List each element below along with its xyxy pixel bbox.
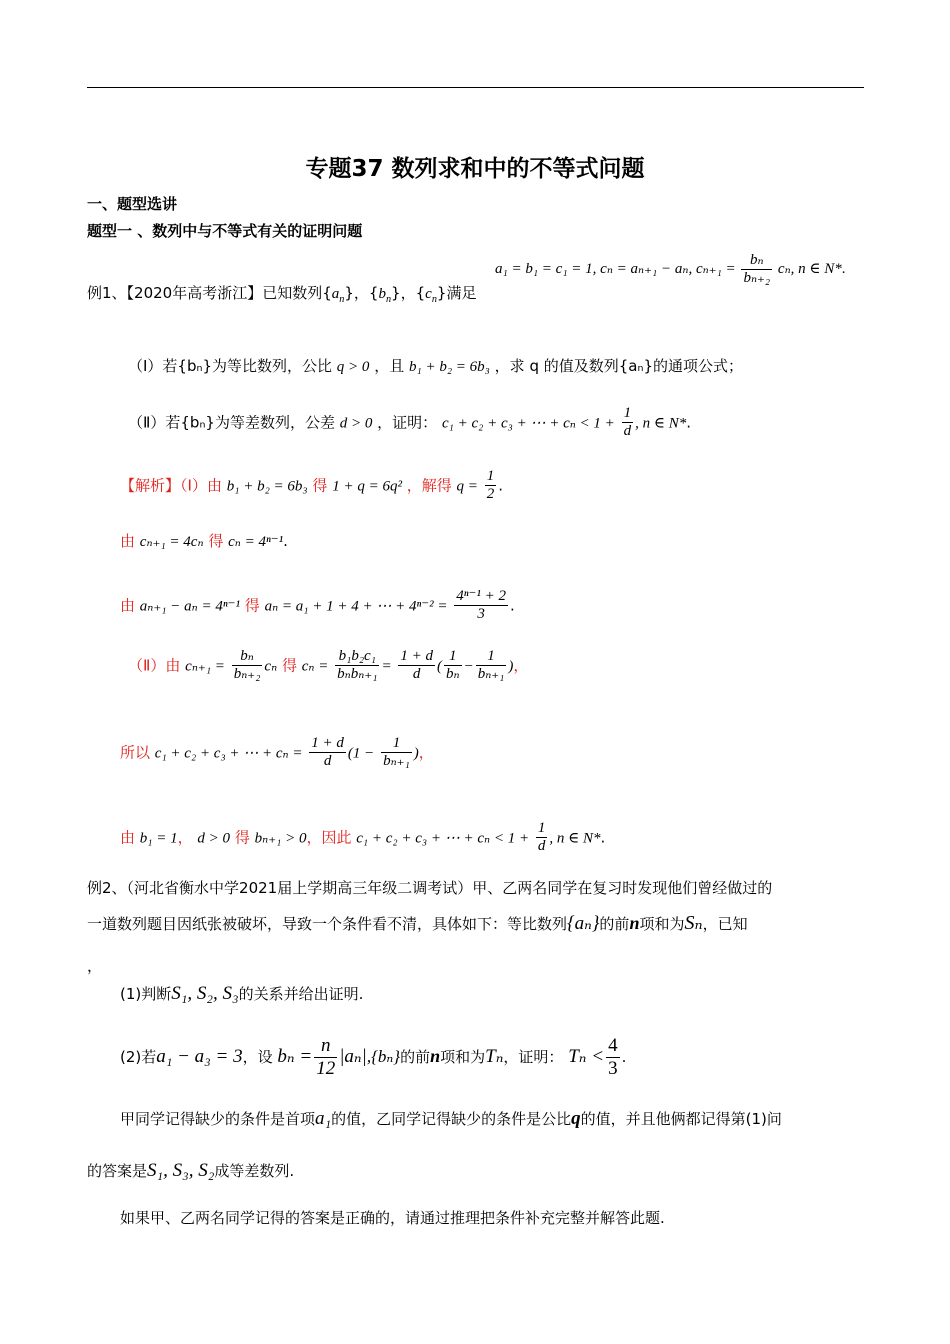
ex2-part2: (2)若a₁ − a₃ = 3，设 bₙ = $\frac{n}{12}$ |aₙ|,{bₙ}的前n项和为Tₙ，证明： Tₙ < $\frac{4}{3}$ . [120, 1035, 627, 1079]
ex2-part1: (1)判断S₁, S₂, S₃的关系并给出证明. [120, 983, 364, 1004]
ex1-intro: 例1、【2020年高考浙江】已知数列$\{a_n\}$，$\{b_n\}$，$\{c_n\}$满足 [87, 284, 477, 305]
an-fraction: $\frac{\text{4ⁿ⁻¹ + 2}}{3}$ [456, 588, 507, 623]
q-fraction: $\frac{1}{2}$ [486, 468, 495, 503]
solution-line3: 由 aₙ₊₁ − aₙ = 4ⁿ⁻¹ 得 aₙ = a₁ + 1 + 4 + ⋯ + 4ⁿ⁻² = $\frac{\text{4ⁿ⁻¹ + 2}}{3}$ . [120, 588, 515, 623]
cond-fraction: $\frac{\text{bₙ}}{\text{bₙ₊₂}}$ [743, 252, 771, 287]
page-title: 专题37 数列求和中的不等式问题 [305, 156, 645, 182]
section-heading: 一、题型选讲 [87, 195, 178, 213]
ex2-line1: 例2、（河北省衡水中学2021届上学期高三年级二调考试）甲、乙两名同学在复习时发现他们曾经做过的 [87, 879, 773, 897]
solution-line4: （Ⅱ）由 cₙ₊₁ = $\frac{\text{bₙ}}{\text{bₙ₊₂}}$ cₙ 得 cₙ = $\frac{\text{b₁b₂c₁}}{\text{bₙbₙ₊₁}}$ = $\frac{1 + d}{d}$ ( $\frac{1}{\text{bₙ}}$ − $\frac{1}{\text{bₙ₊₁}}$ )， [128, 648, 529, 683]
ex1-part1: （Ⅰ）若{bₙ}为等比数列，公比 q > 0 ，且 b₁ + b₂ = 6b₃ ，求 q 的值及数列{aₙ}的通项公式； [128, 357, 743, 375]
ex1-part2: （Ⅱ）若{bₙ}为等差数列，公差 d > 0 ，证明： c₁ + c₂ + c₃ + ⋯ + cₙ < 1 + $\frac{1}{d}$ , n ∈ N*. [128, 405, 691, 440]
solution-line2: 由 cₙ₊₁ = 4cₙ 得 cₙ = 4ⁿ⁻¹. [120, 532, 288, 550]
solution-line5: 所以 c₁ + c₂ + c₃ + ⋯ + cₙ = $\frac{1 + d}{d}$ (1 − $\frac{1}{\text{bₙ₊₁}}$ )， [120, 735, 434, 770]
solution-line6: 由 b₁ = 1， d > 0 得 bₙ₊₁ > 0，因此 c₁ + c₂ + c₃ + ⋯ + cₙ < 1 + $\frac{1}{d}$ , n ∈ N*. [120, 820, 606, 855]
ex2-para1: 甲同学记得缺少的条件是首项a₁的值，乙同学记得缺少的条件是公比q的值，并且他俩都记得第(1)问 [120, 1108, 782, 1129]
header-rule [87, 87, 864, 88]
solution-line1: 【解析】（Ⅰ）由 b₁ + b₂ = 6b₃ 得 1 + q = 6q² ，解得 q = $\frac{1}{2}$ . [120, 468, 503, 503]
ex2-para3: 如果甲、乙两名同学记得的答案是正确的，请通过推理把条件补充完整并解答此题. [120, 1209, 665, 1227]
part2-fraction: $\frac{1}{d}$ [623, 405, 632, 440]
ex2-para2: 的答案是S₁, S₃, S₂成等差数列. [87, 1160, 295, 1181]
ex2-line2: 一道数列题目因纸张被破坏，导致一个条件看不清，具体如下：等比数列{aₙ}的前n项和为Sₙ，已知 [87, 912, 748, 934]
ex1-condition: a₁ = b₁ = c₁ = 1, cₙ = aₙ₊₁ − aₙ, cₙ₊₁ = $\frac{\text{bₙ}}{\text{bₙ₊₂}}$ cₙ, n ∈ N*. [495, 252, 846, 287]
type-heading: 题型一 、数列中与不等式有关的证明问题 [87, 222, 363, 240]
ex2-line3: ， [87, 957, 103, 975]
